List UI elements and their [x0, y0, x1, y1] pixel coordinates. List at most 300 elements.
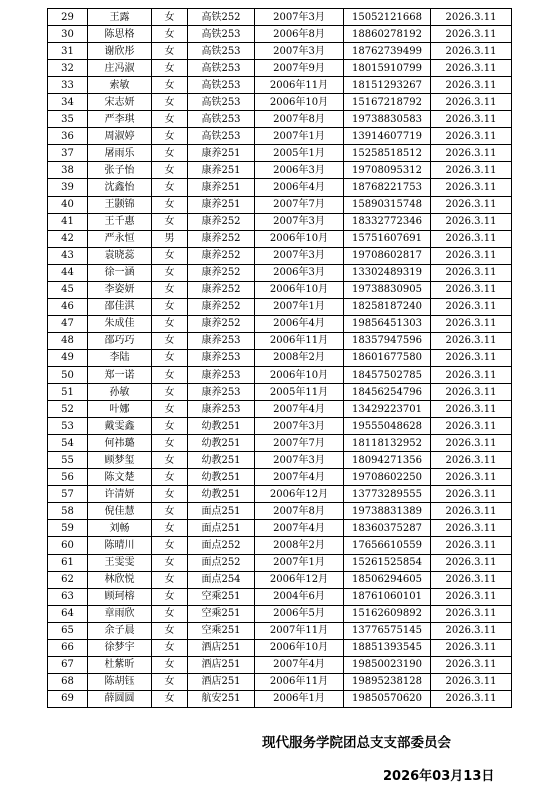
birth-date-cell: 2006年4月	[255, 315, 344, 332]
table-row	[48, 349, 512, 366]
birth-date-cell: 2006年10月	[255, 281, 344, 298]
class-cell: 酒店251	[188, 673, 255, 690]
gender-cell: 女	[152, 690, 188, 707]
row-number-cell: 40	[48, 196, 88, 213]
class-cell: 高铁253	[188, 26, 255, 43]
row-number-cell: 43	[48, 247, 88, 264]
row-number-cell: 56	[48, 469, 88, 486]
name-cell: 薛圆圆	[88, 690, 152, 707]
gender-cell: 女	[152, 247, 188, 264]
name-cell: 陈晴川	[88, 537, 152, 554]
table-row	[48, 162, 512, 179]
row-number-cell: 44	[48, 264, 88, 281]
birth-date-cell: 2004年6月	[255, 588, 344, 605]
phone-cell: 13914607719	[344, 128, 431, 145]
name-cell: 戴雯鑫	[88, 418, 152, 435]
gender-cell: 女	[152, 128, 188, 145]
table-row	[48, 605, 512, 622]
date-cell: 2026.3.11	[431, 111, 512, 128]
row-number-cell: 68	[48, 673, 88, 690]
class-cell: 空乘251	[188, 622, 255, 639]
date-cell: 2026.3.11	[431, 213, 512, 230]
birth-date-cell: 2008年2月	[255, 537, 344, 554]
gender-cell: 女	[152, 384, 188, 401]
class-cell: 酒店251	[188, 639, 255, 656]
row-number-cell: 49	[48, 349, 88, 366]
row-number-cell: 54	[48, 435, 88, 452]
row-number-cell: 41	[48, 213, 88, 230]
date-cell: 2026.3.11	[431, 673, 512, 690]
class-cell: 幼教251	[188, 435, 255, 452]
phone-cell: 15167218792	[344, 94, 431, 111]
class-cell: 康养251	[188, 162, 255, 179]
date-cell: 2026.3.11	[431, 503, 512, 520]
date-cell: 2026.3.11	[431, 179, 512, 196]
table-row	[48, 60, 512, 77]
class-cell: 面点251	[188, 520, 255, 537]
row-number-cell: 67	[48, 656, 88, 673]
table-row	[48, 128, 512, 145]
date-cell: 2026.3.11	[431, 520, 512, 537]
phone-cell: 13773289555	[344, 486, 431, 503]
date-cell: 2026.3.11	[431, 145, 512, 162]
name-cell: 邵佳淇	[88, 298, 152, 315]
gender-cell: 女	[152, 486, 188, 503]
date-cell: 2026.3.11	[431, 281, 512, 298]
phone-cell: 18360375287	[344, 520, 431, 537]
name-cell: 宋志妍	[88, 94, 152, 111]
date-cell: 2026.3.11	[431, 452, 512, 469]
name-cell: 朱成佳	[88, 315, 152, 332]
table-row	[48, 469, 512, 486]
gender-cell: 女	[152, 503, 188, 520]
table-row	[48, 264, 512, 281]
date-cell: 2026.3.11	[431, 469, 512, 486]
phone-cell: 19738831389	[344, 503, 431, 520]
class-cell: 康养252	[188, 247, 255, 264]
name-cell: 徐一涵	[88, 264, 152, 281]
name-cell: 倪佳慧	[88, 503, 152, 520]
phone-cell: 18457502785	[344, 366, 431, 383]
gender-cell: 女	[152, 588, 188, 605]
class-cell: 幼教251	[188, 469, 255, 486]
name-cell: 郑一诺	[88, 366, 152, 383]
table-row	[48, 418, 512, 435]
gender-cell: 女	[152, 435, 188, 452]
name-cell: 周淑婷	[88, 128, 152, 145]
gender-cell: 女	[152, 571, 188, 588]
date-cell: 2026.3.11	[431, 435, 512, 452]
date-cell: 2026.3.11	[431, 128, 512, 145]
name-cell: 索敏	[88, 77, 152, 94]
phone-cell: 15751607691	[344, 230, 431, 247]
class-cell: 康养253	[188, 401, 255, 418]
table-row	[48, 554, 512, 571]
name-cell: 王颢锦	[88, 196, 152, 213]
class-cell: 康养253	[188, 366, 255, 383]
birth-date-cell: 2006年12月	[255, 571, 344, 588]
birth-date-cell: 2006年3月	[255, 264, 344, 281]
phone-cell: 18851393545	[344, 639, 431, 656]
birth-date-cell: 2007年7月	[255, 196, 344, 213]
class-cell: 康养253	[188, 384, 255, 401]
class-cell: 康养253	[188, 349, 255, 366]
date-cell: 2026.3.11	[431, 9, 512, 26]
issue-date: 2026年03月13日	[383, 769, 495, 784]
class-cell: 高铁253	[188, 43, 255, 60]
birth-date-cell: 2007年3月	[255, 452, 344, 469]
phone-cell: 19850570620	[344, 690, 431, 707]
table-row	[48, 77, 512, 94]
name-cell: 何祎璐	[88, 435, 152, 452]
birth-date-cell: 2006年5月	[255, 605, 344, 622]
date-cell: 2026.3.11	[431, 554, 512, 571]
phone-cell: 18761060101	[344, 588, 431, 605]
class-cell: 空乘251	[188, 588, 255, 605]
table-row	[48, 315, 512, 332]
table-row	[48, 639, 512, 656]
birth-date-cell: 2006年10月	[255, 639, 344, 656]
gender-cell: 女	[152, 281, 188, 298]
class-cell: 康养252	[188, 213, 255, 230]
row-number-cell: 60	[48, 537, 88, 554]
date-cell: 2026.3.11	[431, 77, 512, 94]
phone-cell: 18015910799	[344, 60, 431, 77]
birth-date-cell: 2006年11月	[255, 673, 344, 690]
phone-cell: 18601677580	[344, 349, 431, 366]
row-number-cell: 29	[48, 9, 88, 26]
table-row	[48, 690, 512, 707]
birth-date-cell: 2007年11月	[255, 622, 344, 639]
row-number-cell: 36	[48, 128, 88, 145]
name-cell: 章雨欣	[88, 605, 152, 622]
birth-date-cell: 2007年4月	[255, 520, 344, 537]
date-cell: 2026.3.11	[431, 94, 512, 111]
name-cell: 林欣悦	[88, 571, 152, 588]
row-number-cell: 48	[48, 332, 88, 349]
gender-cell: 女	[152, 554, 188, 571]
gender-cell: 女	[152, 605, 188, 622]
class-cell: 康养252	[188, 315, 255, 332]
table-row	[48, 9, 512, 26]
table-row	[48, 588, 512, 605]
member-table	[47, 8, 512, 708]
birth-date-cell: 2007年7月	[255, 435, 344, 452]
gender-cell: 女	[152, 145, 188, 162]
class-cell: 面点252	[188, 554, 255, 571]
birth-date-cell: 2007年1月	[255, 128, 344, 145]
row-number-cell: 38	[48, 162, 88, 179]
date-cell: 2026.3.11	[431, 418, 512, 435]
class-cell: 高铁253	[188, 111, 255, 128]
phone-cell: 18258187240	[344, 298, 431, 315]
date-cell: 2026.3.11	[431, 264, 512, 281]
table-row	[48, 520, 512, 537]
class-cell: 康养252	[188, 230, 255, 247]
date-cell: 2026.3.11	[431, 690, 512, 707]
class-cell: 高铁253	[188, 128, 255, 145]
table-row	[48, 571, 512, 588]
date-cell: 2026.3.11	[431, 162, 512, 179]
date-cell: 2026.3.11	[431, 196, 512, 213]
name-cell: 李陆	[88, 349, 152, 366]
phone-cell: 19708602250	[344, 469, 431, 486]
row-number-cell: 62	[48, 571, 88, 588]
class-cell: 面点252	[188, 537, 255, 554]
birth-date-cell: 2006年10月	[255, 94, 344, 111]
birth-date-cell: 2007年4月	[255, 656, 344, 673]
phone-cell: 18762739499	[344, 43, 431, 60]
name-cell: 邵巧巧	[88, 332, 152, 349]
name-cell: 庄冯淑	[88, 60, 152, 77]
birth-date-cell: 2006年10月	[255, 366, 344, 383]
row-number-cell: 64	[48, 605, 88, 622]
table-row	[48, 332, 512, 349]
birth-date-cell: 2006年8月	[255, 26, 344, 43]
row-number-cell: 31	[48, 43, 88, 60]
table-row	[48, 145, 512, 162]
table-row	[48, 196, 512, 213]
gender-cell: 女	[152, 349, 188, 366]
table-row	[48, 26, 512, 43]
phone-cell: 13776575145	[344, 622, 431, 639]
birth-date-cell: 2006年1月	[255, 690, 344, 707]
gender-cell: 女	[152, 111, 188, 128]
class-cell: 幼教251	[188, 452, 255, 469]
issuing-organization: 现代服务学院团总支支部委员会	[262, 735, 451, 751]
gender-cell: 女	[152, 213, 188, 230]
birth-date-cell: 2007年3月	[255, 213, 344, 230]
gender-cell: 女	[152, 9, 188, 26]
gender-cell: 女	[152, 315, 188, 332]
row-number-cell: 50	[48, 366, 88, 383]
birth-date-cell: 2006年11月	[255, 332, 344, 349]
gender-cell: 女	[152, 162, 188, 179]
name-cell: 严李琪	[88, 111, 152, 128]
table-row	[48, 503, 512, 520]
class-cell: 康养252	[188, 264, 255, 281]
table-row	[48, 298, 512, 315]
name-cell: 严永恒	[88, 230, 152, 247]
name-cell: 李姿妍	[88, 281, 152, 298]
gender-cell: 女	[152, 43, 188, 60]
name-cell: 徐梦宇	[88, 639, 152, 656]
class-cell: 高铁252	[188, 9, 255, 26]
table-row	[48, 247, 512, 264]
row-number-cell: 66	[48, 639, 88, 656]
row-number-cell: 51	[48, 384, 88, 401]
phone-cell: 18768221753	[344, 179, 431, 196]
date-cell: 2026.3.11	[431, 366, 512, 383]
birth-date-cell: 2006年10月	[255, 230, 344, 247]
phone-cell: 15890315748	[344, 196, 431, 213]
name-cell: 袁晓蕊	[88, 247, 152, 264]
phone-cell: 19895238128	[344, 673, 431, 690]
phone-cell: 19850023190	[344, 656, 431, 673]
table-row	[48, 384, 512, 401]
date-cell: 2026.3.11	[431, 247, 512, 264]
name-cell: 陈文楚	[88, 469, 152, 486]
class-cell: 高铁253	[188, 77, 255, 94]
name-cell: 张子怡	[88, 162, 152, 179]
table-row	[48, 94, 512, 111]
name-cell: 王雯雯	[88, 554, 152, 571]
phone-cell: 19555048628	[344, 418, 431, 435]
table-row	[48, 435, 512, 452]
table-row	[48, 622, 512, 639]
birth-date-cell: 2007年3月	[255, 43, 344, 60]
name-cell: 沈鑫怡	[88, 179, 152, 196]
gender-cell: 女	[152, 673, 188, 690]
date-cell: 2026.3.11	[431, 605, 512, 622]
date-cell: 2026.3.11	[431, 230, 512, 247]
class-cell: 康养252	[188, 281, 255, 298]
name-cell: 屠雨乐	[88, 145, 152, 162]
row-number-cell: 35	[48, 111, 88, 128]
date-cell: 2026.3.11	[431, 349, 512, 366]
phone-cell: 13429223701	[344, 401, 431, 418]
gender-cell: 女	[152, 196, 188, 213]
gender-cell: 女	[152, 520, 188, 537]
birth-date-cell: 2007年9月	[255, 60, 344, 77]
class-cell: 航安251	[188, 690, 255, 707]
date-cell: 2026.3.11	[431, 298, 512, 315]
gender-cell: 女	[152, 401, 188, 418]
gender-cell: 女	[152, 298, 188, 315]
table-row	[48, 452, 512, 469]
gender-cell: 女	[152, 26, 188, 43]
row-number-cell: 32	[48, 60, 88, 77]
class-cell: 康养251	[188, 145, 255, 162]
birth-date-cell: 2007年3月	[255, 247, 344, 264]
gender-cell: 女	[152, 94, 188, 111]
class-cell: 面点254	[188, 571, 255, 588]
birth-date-cell: 2006年11月	[255, 77, 344, 94]
gender-cell: 女	[152, 264, 188, 281]
gender-cell: 女	[152, 332, 188, 349]
birth-date-cell: 2007年4月	[255, 401, 344, 418]
row-number-cell: 52	[48, 401, 88, 418]
phone-cell: 19708095312	[344, 162, 431, 179]
table-row	[48, 401, 512, 418]
class-cell: 幼教251	[188, 418, 255, 435]
gender-cell: 女	[152, 418, 188, 435]
birth-date-cell: 2006年4月	[255, 179, 344, 196]
date-cell: 2026.3.11	[431, 332, 512, 349]
name-cell: 顾珂榕	[88, 588, 152, 605]
table-row	[48, 213, 512, 230]
gender-cell: 女	[152, 60, 188, 77]
birth-date-cell: 2007年8月	[255, 111, 344, 128]
name-cell: 谢欣彤	[88, 43, 152, 60]
phone-cell: 18118132952	[344, 435, 431, 452]
gender-cell: 女	[152, 469, 188, 486]
phone-cell: 18860278192	[344, 26, 431, 43]
date-cell: 2026.3.11	[431, 622, 512, 639]
name-cell: 许清妍	[88, 486, 152, 503]
date-cell: 2026.3.11	[431, 571, 512, 588]
gender-cell: 女	[152, 537, 188, 554]
gender-cell: 女	[152, 77, 188, 94]
table-row	[48, 366, 512, 383]
name-cell: 叶娜	[88, 401, 152, 418]
name-cell: 杜紫昕	[88, 656, 152, 673]
class-cell: 酒店251	[188, 656, 255, 673]
phone-cell: 18151293267	[344, 77, 431, 94]
birth-date-cell: 2006年3月	[255, 162, 344, 179]
phone-cell: 19856451303	[344, 315, 431, 332]
name-cell: 余子晨	[88, 622, 152, 639]
name-cell: 顾梦玺	[88, 452, 152, 469]
birth-date-cell: 2007年1月	[255, 298, 344, 315]
table-row	[48, 43, 512, 60]
row-number-cell: 30	[48, 26, 88, 43]
gender-cell: 女	[152, 639, 188, 656]
table-row	[48, 673, 512, 690]
class-cell: 幼教251	[188, 486, 255, 503]
row-number-cell: 45	[48, 281, 88, 298]
gender-cell: 女	[152, 366, 188, 383]
gender-cell: 女	[152, 656, 188, 673]
row-number-cell: 39	[48, 179, 88, 196]
row-number-cell: 58	[48, 503, 88, 520]
date-cell: 2026.3.11	[431, 486, 512, 503]
name-cell: 刘畅	[88, 520, 152, 537]
row-number-cell: 34	[48, 94, 88, 111]
class-cell: 康养252	[188, 298, 255, 315]
date-cell: 2026.3.11	[431, 43, 512, 60]
name-cell: 陈胡钰	[88, 673, 152, 690]
gender-cell: 男	[152, 230, 188, 247]
name-cell: 陈思格	[88, 26, 152, 43]
row-number-cell: 55	[48, 452, 88, 469]
phone-cell: 18094271356	[344, 452, 431, 469]
phone-cell: 15261525854	[344, 554, 431, 571]
name-cell: 王千惠	[88, 213, 152, 230]
phone-cell: 15258518512	[344, 145, 431, 162]
class-cell: 康养253	[188, 332, 255, 349]
date-cell: 2026.3.11	[431, 537, 512, 554]
phone-cell: 19738830583	[344, 111, 431, 128]
class-cell: 高铁253	[188, 60, 255, 77]
name-cell: 孙敏	[88, 384, 152, 401]
date-cell: 2026.3.11	[431, 315, 512, 332]
row-number-cell: 69	[48, 690, 88, 707]
birth-date-cell: 2007年4月	[255, 469, 344, 486]
phone-cell: 15162609892	[344, 605, 431, 622]
class-cell: 康养251	[188, 179, 255, 196]
phone-cell: 18332772346	[344, 213, 431, 230]
row-number-cell: 65	[48, 622, 88, 639]
row-number-cell: 57	[48, 486, 88, 503]
date-cell: 2026.3.11	[431, 656, 512, 673]
row-number-cell: 59	[48, 520, 88, 537]
table-row	[48, 537, 512, 554]
row-number-cell: 63	[48, 588, 88, 605]
date-cell: 2026.3.11	[431, 26, 512, 43]
phone-cell: 18456254796	[344, 384, 431, 401]
row-number-cell: 47	[48, 315, 88, 332]
phone-cell: 18357947596	[344, 332, 431, 349]
table-row	[48, 230, 512, 247]
birth-date-cell: 2008年2月	[255, 349, 344, 366]
row-number-cell: 33	[48, 77, 88, 94]
row-number-cell: 61	[48, 554, 88, 571]
gender-cell: 女	[152, 622, 188, 639]
table-row	[48, 179, 512, 196]
class-cell: 空乘251	[188, 605, 255, 622]
row-number-cell: 42	[48, 230, 88, 247]
